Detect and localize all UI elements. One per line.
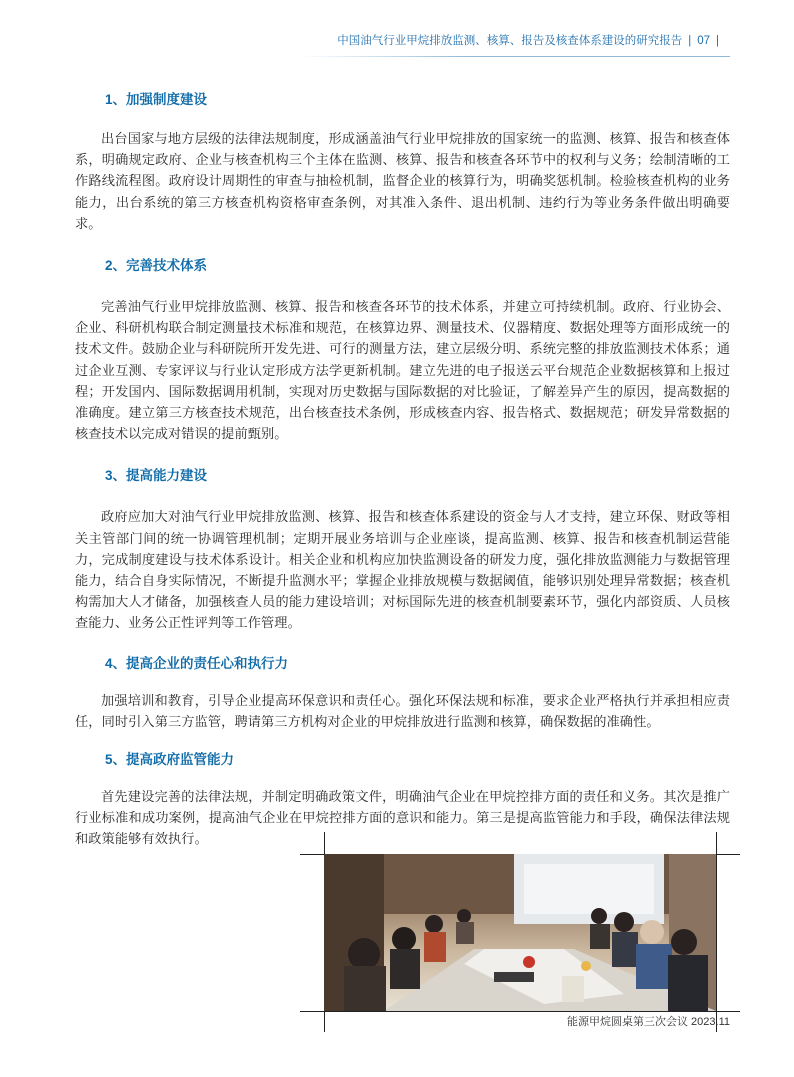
frame-line-bottom — [300, 1011, 740, 1012]
section-paragraph-5: 首先建设完善的法律法规，并制定明确政策文件，明确油气企业在甲烷控排方面的责任和义务。其次是推广行业标准和成功案例，提高油气企业在甲烷控排方面的意识和能力。第三是提高监管能力和手段，确保法律法规和政策能够有效执行。 — [75, 789, 730, 847]
header-separator: | — [688, 35, 692, 47]
header-title: 中国油气行业甲烷排放监测、核算、报告及核查体系建设的研究报告 — [337, 35, 683, 47]
meeting-photo — [324, 854, 716, 1011]
header-rule — [300, 56, 730, 57]
meeting-photo-illustration — [324, 854, 716, 1011]
page-number: 07 — [697, 35, 710, 47]
section-heading-5: 5、提高政府监管能力 — [105, 752, 235, 768]
section-heading-3: 3、提高能力建设 — [105, 468, 208, 484]
section-paragraph-4: 加强培训和教育，引导企业提高环保意识和责任心。强化环保法规和标准，要求企业严格执行并承担相应责任，同时引入第三方监管，聘请第三方机构对企业的甲烷排放进行监测和核算，确保数据的准确性。 — [75, 692, 730, 729]
section-heading-1: 1、加强制度建设 — [105, 92, 208, 107]
frame-line-right — [716, 832, 717, 1032]
section-paragraph-3: 政府应加大对油气行业甲烷排放监测、核算、报告和核查体系建设的资金与人才支持，建立环保、财政等相关主管部门间的统一协调管理机制；定期开展业务培训与企业座谈，提高监测、核算、报告和核查机制运营能力，完成制度建设与技术体系设计。相关企业和机构应加快监测设备的研发力度，强化排放监测能力与数据管理能力，结合自身实际情况，不断提升监测水平；掌握企业排放规模与数据阈值，能够识别处理异常数据；核查机构需加大人才储备，加强核查人员的能力建设培训；对标国际先进的核查机制要素环节，强化内部资质、人员核查能力、业务公正性评判等工作管理。 — [75, 509, 730, 631]
section-heading-2: 2、完善技术体系 — [105, 258, 208, 274]
photo-caption: 能源甲烷圆桌第三次会议 2023.11 — [566, 1016, 730, 1028]
section-paragraph-2: 完善油气行业甲烷排放监测、核算、报告和核查各环节的技术体系，并建立可持续机制。政府、行业协会、企业、科研机构联合制定测量技术标准和规范，在核算边界、测量技术、仪器精度、数据处理等方面形成统一的技术文件。鼓励企业与科研院所开发先进、可行的测量方法，建立层级分明、系统完整的排放监测技术体系；通过企业互测、专家评议与行业认定形成方法学更新机制。建立先进的电子报送云平台规范企业数据核算和上报过程；开发国内、国际数据调用机制，实现对历史数据与国际数据的对比验证，了解差异产生的原因，提高数据的准确度。建立第三方核查技术规范，出台核查技术条例，形成核查内容、报告格式、数据规范；研发异常数据的核查技术以完成对错误的提前甄别。 — [75, 299, 730, 442]
header-separator-end: | — [716, 35, 719, 47]
section-heading-4: 4、提高企业的责任心和执行力 — [105, 655, 289, 671]
running-header — [0, 32, 725, 48]
meeting-photo-frame — [300, 832, 740, 1032]
section-paragraph-1: 出台国家与地方层级的法律法规制度，形成涵盖油气行业甲烷排放的国家统一的监测、核算、报告和核查体系，明确规定政府、企业与核查机构三个主体在监测、核算、报告和核查各环节中的权利与义务；绘制清晰的工作路线流程图。政府设计周期性的审查与抽检机制，监督企业的核算行为，明确奖惩机制。检验核查机构的业务能力，出台系统的第三方核查机构资格审查条例，对其准入条件、退出机制、违约行为等业务条件做出明确要求。 — [75, 131, 730, 231]
main-content — [75, 86, 730, 850]
